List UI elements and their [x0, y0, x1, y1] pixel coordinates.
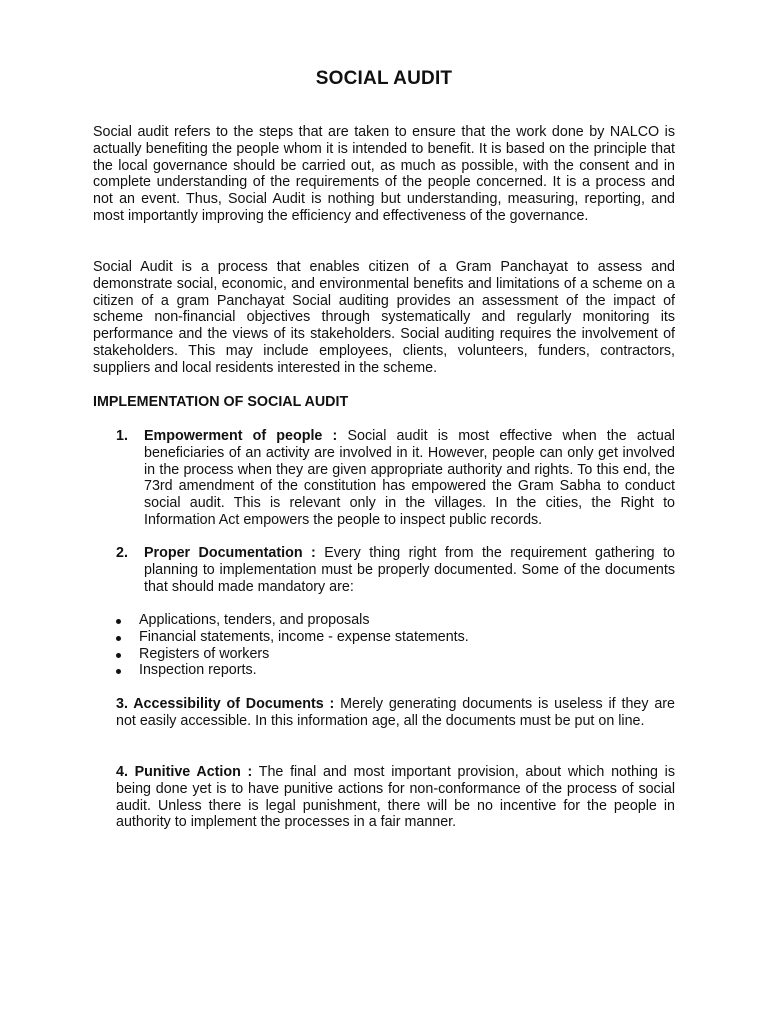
numbered-item-empowerment	[93, 428, 675, 529]
item-number: 2.	[116, 545, 128, 561]
document-title: SOCIAL AUDIT	[315, 68, 453, 89]
intro-paragraph: Social audit refers to the steps that are taken to ensure that the work done by NALCO is actually benefiting the people whom it is intended to benefit. It is based on the principle that the local governance should be carried out, as much as possible, with the consent and in complete understanding of the requirements of the people concerned. It is a process and not an event. Thus, Social Audit is nothing but understanding, measuring, reporting, and most importantly improving the efficiency and effectiveness of the governance.	[93, 124, 675, 224]
documents-list	[93, 612, 675, 679]
list-item	[93, 629, 675, 646]
item-label: 3. Accessibility of Documents :	[116, 696, 335, 712]
list-item	[93, 612, 675, 629]
list-item-text: Applications, tenders, and proposals	[139, 612, 370, 628]
item-text: Social audit is most effective when the actual beneficiaries of an activity are involved in it. However, people can only get involved in the process when they are given appropriate authority and rights. To this end, the 73rd amendment of the constitution has empowered the Gram Sabha to conduct social audit. This is relevant only in the villages. In the cities, the Right to Information Act empowers the people to inspect public records.	[144, 428, 675, 528]
item-label: Empowerment of people :	[144, 428, 338, 444]
item-text: The final and most important provision, about which nothing is being done yet is to have punitive actions for non-conformance of the process of social audit. Unless there is legal punishment, there will be no incentive for the people in authority to implement the processes in a fair manner.	[116, 764, 675, 831]
list-item	[93, 646, 675, 663]
bullet-icon	[116, 669, 121, 674]
numbered-item-documentation	[93, 545, 675, 595]
item-text: Every thing right from the requirement gathering to planning to implementation must be properly documented. Some of the documents that should made mandatory are:	[144, 545, 675, 595]
bullet-icon	[116, 653, 121, 658]
item-number: 1.	[116, 428, 128, 444]
list-item	[93, 662, 675, 679]
list-item-text: Inspection reports.	[139, 662, 257, 679]
process-paragraph: Social Audit is a process that enables citizen of a Gram Panchayat to assess and demonstrate social, economic, and environmental benefits and limitations of a scheme on a citizen of a gram Panchayat Social auditing provides an assessment of the impact of scheme non-financial objectives through systematically and regularly monitoring its performance and the views of its stakeholders. Social auditing requires the involvement of stakeholders. This may include employees, clients, volunteers, funders, contractors, suppliers and local residents interested in the scheme.	[93, 259, 675, 376]
item-body	[144, 428, 675, 529]
list-item-text: Financial statements, income - expense statements.	[139, 628, 469, 645]
item-text: Merely generating documents is useless if they are not easily accessible. In this information age, all the documents must be put on line.	[116, 696, 675, 729]
item-punitive-action	[116, 764, 675, 831]
item-label: 4. Punitive Action :	[116, 764, 253, 780]
list-item-text: Registers of workers	[139, 645, 270, 662]
item-accessibility	[116, 696, 675, 730]
item-body	[144, 545, 675, 595]
bullet-icon	[116, 619, 121, 624]
section-heading: IMPLEMENTATION OF SOCIAL AUDIT	[93, 394, 349, 410]
bullet-icon	[116, 636, 121, 641]
item-label: Proper Documentation :	[144, 545, 316, 561]
